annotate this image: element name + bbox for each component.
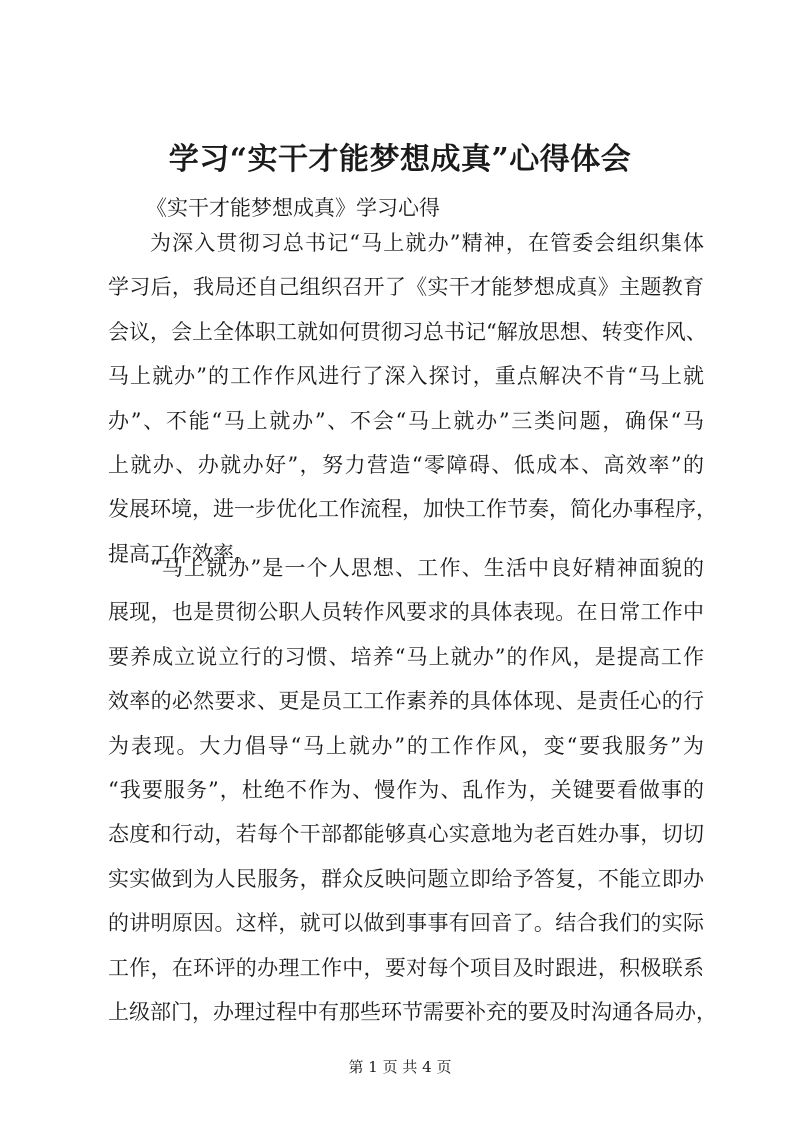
paragraph-line: 为深入贯彻习总书记“马上就办”精神，在管委会组织集体 [150,231,704,255]
paragraph-line: 发展环境，进一步优化工作流程，加快工作节奏，简化办事程序， [108,497,717,522]
paragraph-line: 会议，会上全体职工就如何贯彻习总书记“解放思想、转变作风、 [108,319,707,344]
paragraph-line: 学习后，我局还自己组织召开了《实干才能梦想成真》主题教育 [108,275,704,300]
document-subtitle: 《实干才能梦想成真》学习心得 [146,196,440,220]
paragraph-line: 要养成立说立行的习惯、培养“马上就办”的作风，是提高工作 [108,644,704,669]
paragraph-line: 上就办、办就办好”，努力营造“零障碍、低成本、高效率”的 [108,452,704,477]
paragraph-line: 上级部门，办理过程中有那些环节需要补充的要及时沟通各局办， [108,999,717,1024]
paragraph-1 [108,221,717,576]
paragraph-line: 工作，在环评的办理工作中，要对每个项目及时跟进，积极联系 [108,955,704,980]
paragraph-line: 提高工作效率。 [108,541,255,566]
paragraph-line: 为表现。大力倡导“马上就办”的工作作风，变“要我服务”为 [108,733,704,758]
paragraph-line: 效率的必然要求、更是员工工作素养的具体体现、是责任心的行 [108,689,704,714]
page-number-footer: 第 1 页 共 4 页 [348,1058,452,1076]
paragraph-line: “我要服务”，杜绝不作为、慢作为、乱作为，关键要看做事的 [108,777,704,802]
paragraph-line: 实实做到为人民服务，群众反映问题立即给予答复，不能立即办 [108,866,704,891]
paragraph-line: “马上就办”是一个人思想、工作、生活中良好精神面貌的 [150,556,704,580]
paragraph-line: 马上就办”的工作作风进行了深入探讨，重点解决不肯“马上就 [108,364,704,389]
paragraph-line: 态度和行动，若每个干部都能够真心实意地为老百姓办事，切切 [108,822,704,847]
paragraph-line: 的讲明原因。这样，就可以做到事事有回音了。结合我们的实际 [108,911,704,936]
document-title: 学习“实干才能梦想成真”心得体会 [168,142,632,177]
paragraph-line: 办”、不能“马上就办”、不会“马上就办”三类问题，确保“马 [108,408,704,433]
paragraph-line: 展现，也是贯彻公职人员转作风要求的具体表现。在日常工作中 [108,600,704,625]
paragraph-2 [108,546,717,1034]
